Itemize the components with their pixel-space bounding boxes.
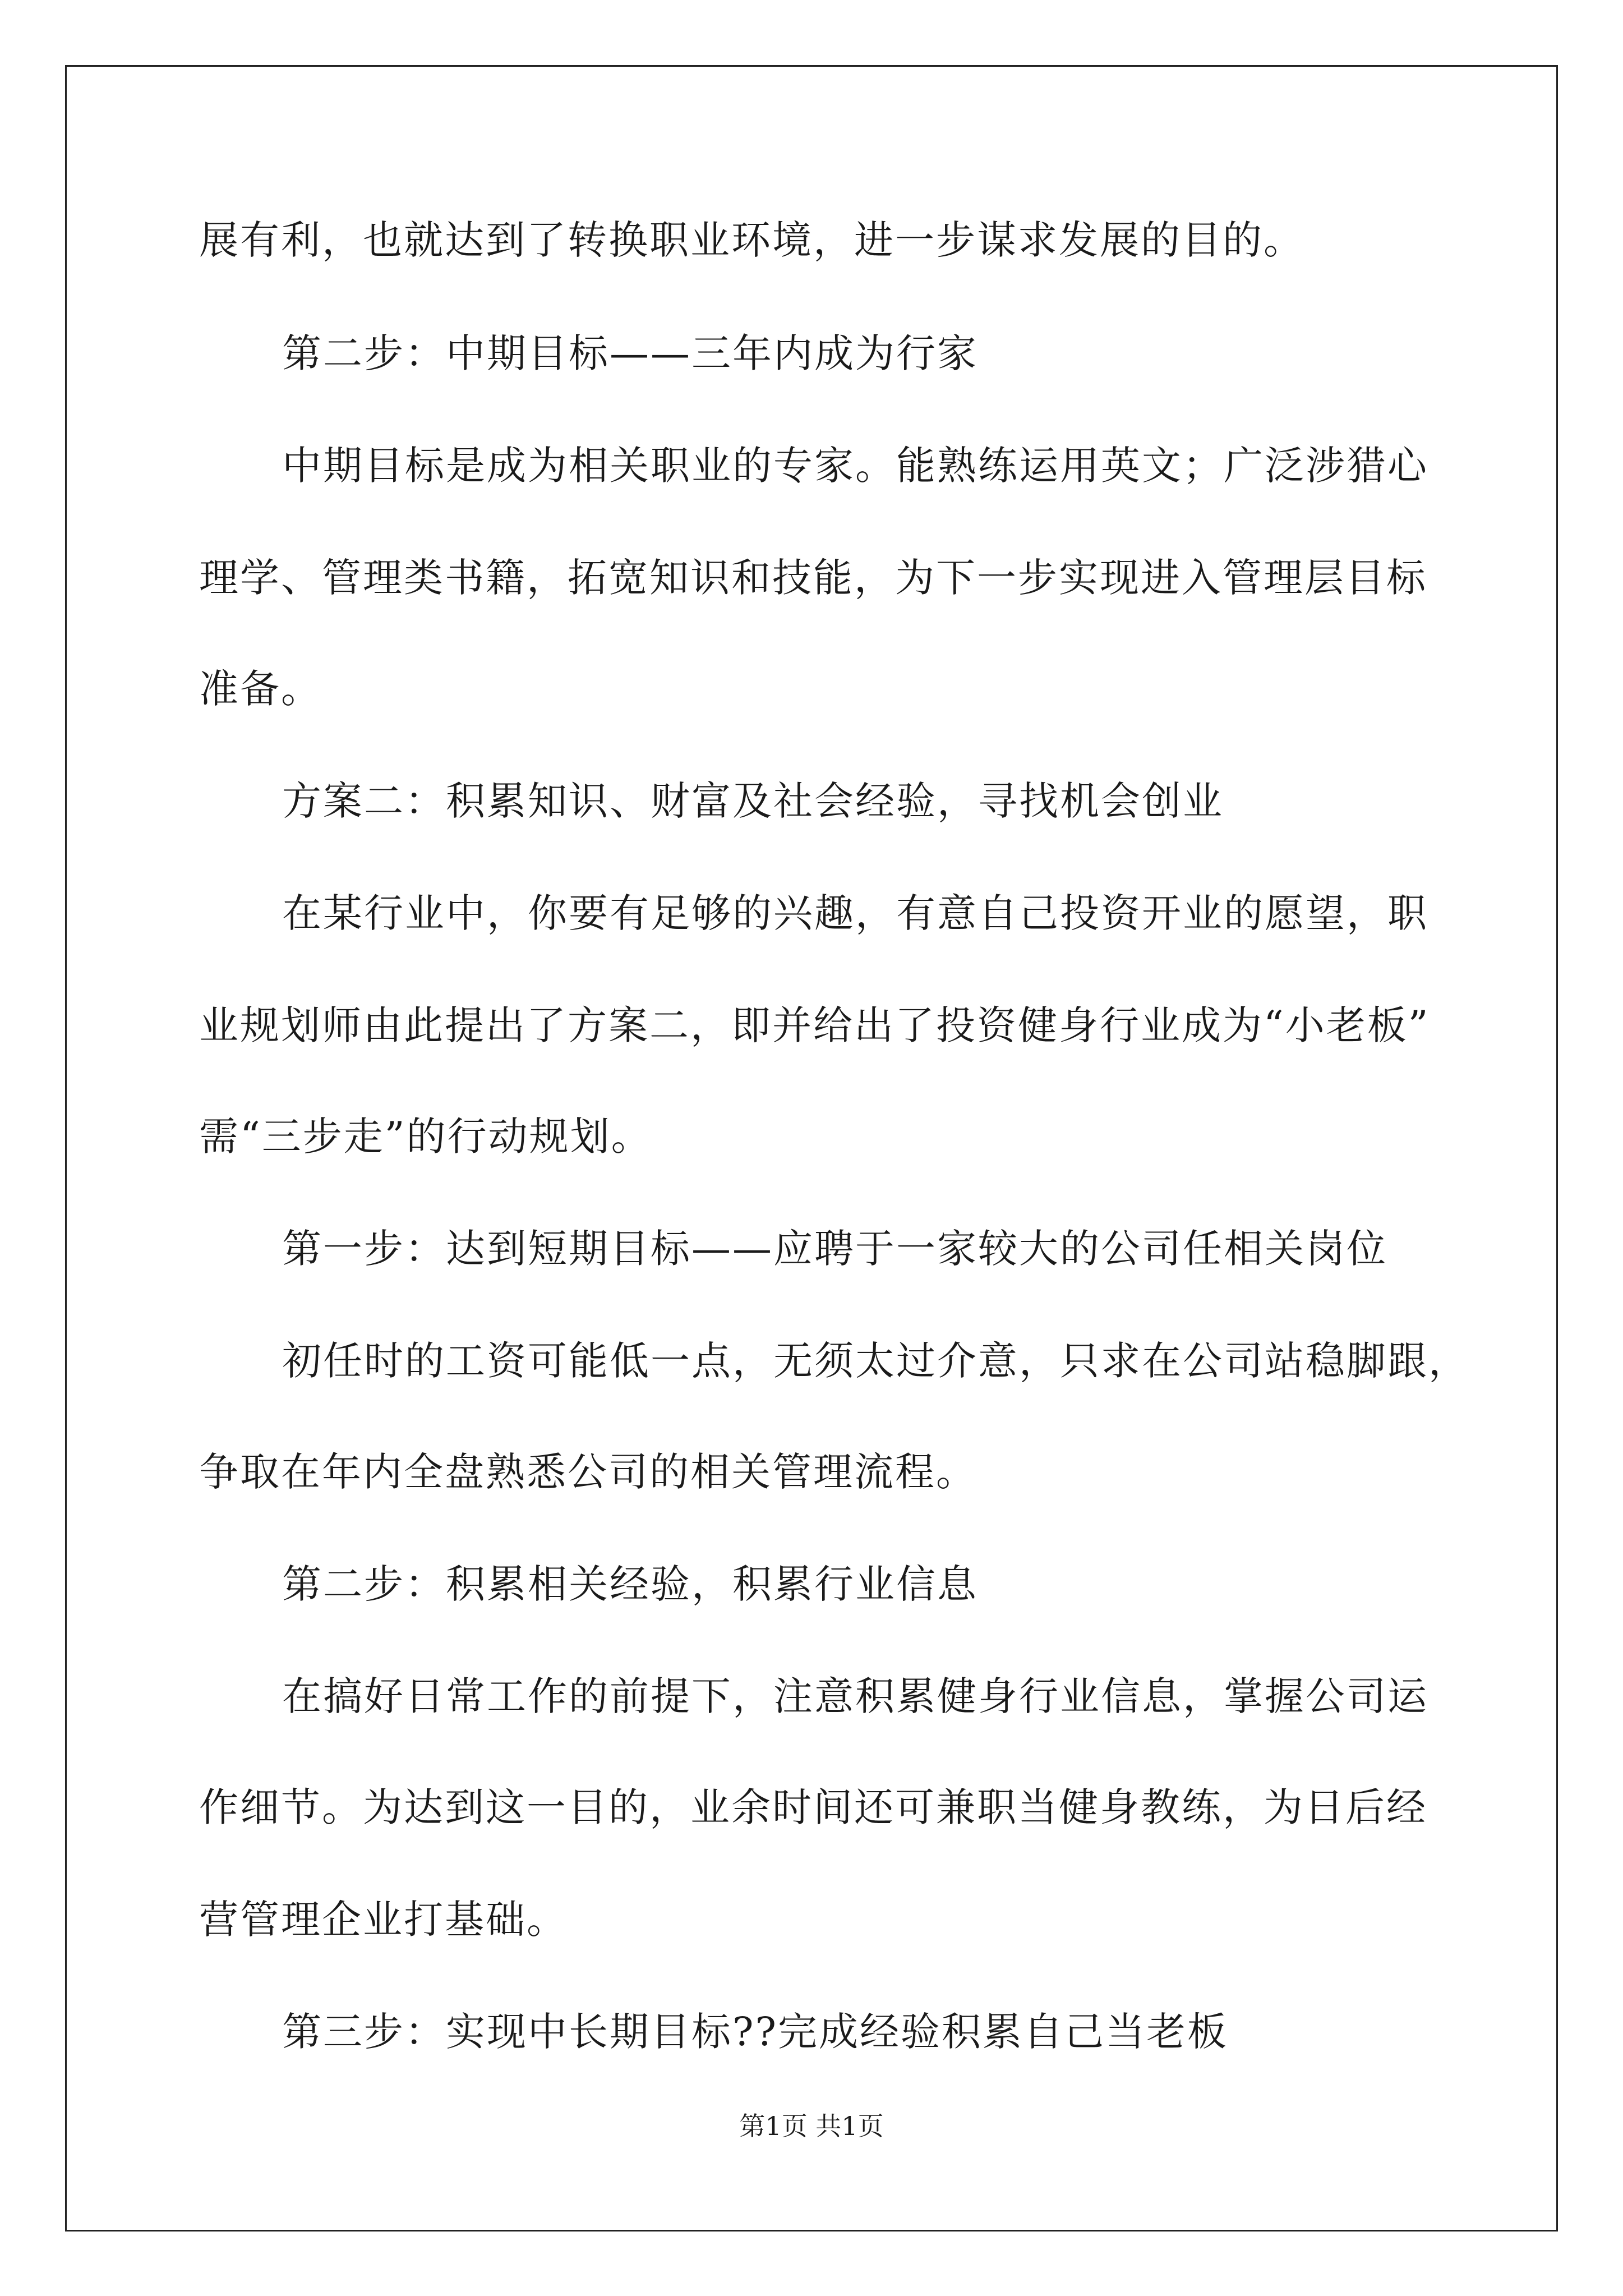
text-line: 初任时的工资可能低一点，无须太过介意，只求在公司站稳脚跟，	[282, 1338, 1469, 1384]
text-line: 展有利，也就达到了转换职业环境，进一步谋求发展的目的。	[199, 217, 1304, 263]
text-line: 争取在年内全盘熟悉公司的相关管理流程。	[199, 1449, 977, 1495]
section-heading: 方案二：积累知识、财富及社会经验，寻找机会创业	[282, 778, 1224, 824]
text-line: 准备。	[199, 666, 322, 712]
text-line: 在某行业中，你要有足够的兴趣，有意自己投资开业的愿望，职	[282, 890, 1428, 936]
section-heading: 第一步：达到短期目标——应聘于一家较大的公司任相关岗位	[282, 1226, 1387, 1272]
text-line: 作细节。为达到这一目的，业余时间还可兼职当健身教练，为日后经	[199, 1784, 1427, 1830]
text-line: 营管理企业打基础。	[199, 1897, 568, 1943]
text-line: 中期目标是成为相关职业的专家。能熟练运用英文；广泛涉猎心	[282, 443, 1428, 489]
section-heading: 第三步：实现中长期目标??完成经验积累自己当老板	[282, 2009, 1229, 2055]
page-footer: 第1页 共1页	[739, 2111, 884, 2141]
text-line: 业规划师由此提出了方案二，即并给出了投资健身行业成为“小老板”	[199, 1002, 1430, 1048]
section-heading: 第二步：积累相关经验，积累行业信息	[282, 1561, 978, 1607]
section-heading: 第二步：中期目标——三年内成为行家	[282, 330, 978, 376]
text-line: 需“三步走”的行动规划。	[199, 1114, 652, 1159]
text-line: 理学、管理类书籍，拓宽知识和技能，为下一步实现进入管理层目标	[199, 555, 1427, 601]
text-line: 在搞好日常工作的前提下，注意积累健身行业信息，掌握公司运	[282, 1673, 1428, 1719]
